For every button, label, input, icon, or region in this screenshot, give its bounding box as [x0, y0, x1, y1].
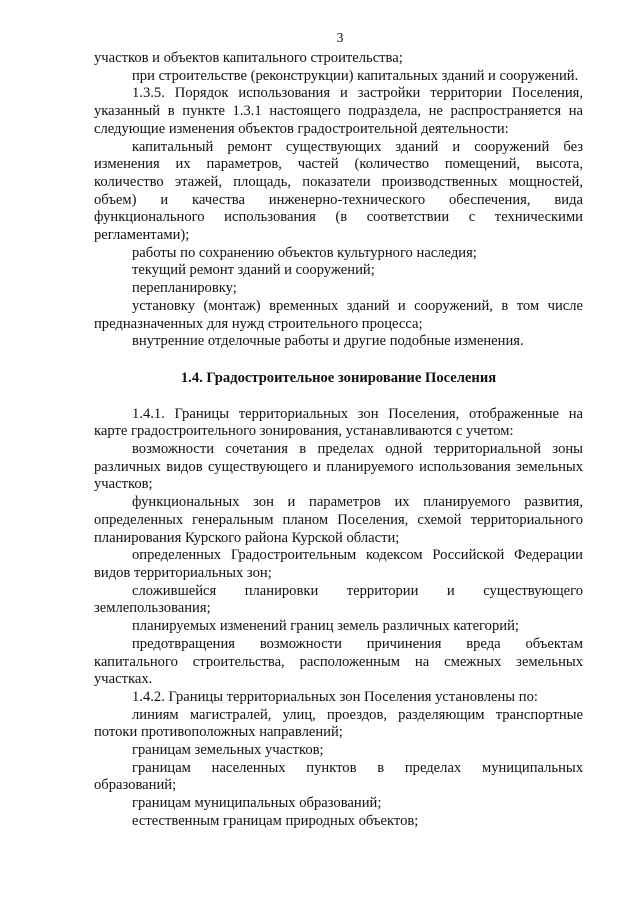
paragraph: внутренние отделочные работы и другие подобные изменения. [132, 333, 524, 350]
paragraph: сложившейся планировки территории и существующего землепользования; [94, 582, 583, 617]
paragraph: границам населенных пунктов в пределах муниципальных образований; [94, 759, 583, 794]
paragraph: при строительстве (реконструкции) капитальных зданий и сооружений. [132, 67, 579, 84]
document-body [94, 50, 583, 831]
section-heading: 1.4. Градостроительное зонирование Поселения [180, 369, 497, 386]
paragraph: текущий ремонт зданий и сооружений; [132, 262, 375, 279]
paragraph: капитальный ремонт существующих зданий и сооружений без изменения их параметров, частей (количество помещений, высота, количество этажей, площадь, показатели производственных мощностей, объем) и качества инженерно-технического обеспечения, вида функционального использования (в соответствии с техническими регламентами); [94, 138, 583, 244]
paragraph: естественным границам природных объектов; [132, 812, 419, 829]
paragraph: участков и объектов капитального строительства; [94, 50, 403, 66]
paragraph: установку (монтаж) временных зданий и сооружений, в том числе предназначенных для нужд строительного процесса; [94, 297, 583, 332]
paragraph: границам земельных участков; [132, 742, 324, 759]
paragraph-1-4-1: 1.4.1. Границы территориальных зон Поселения, отображенные на карте градостроительного зонирования, устанавливаются с учетом: [94, 405, 583, 440]
paragraph: работы по сохранению объектов культурного наследия; [132, 244, 477, 261]
paragraph: перепланировку; [132, 280, 237, 297]
paragraph-1-4-2: 1.4.2. Границы территориальных зон Поселения установлены по: [132, 688, 538, 705]
paragraph: границам муниципальных образований; [132, 795, 382, 812]
paragraph: линиям магистралей, улиц, проездов, разделяющим транспортные потоки противоположных направлений; [94, 706, 583, 741]
paragraph: определенных Градостроительным кодексом Российской Федерации видов территориальных зон; [94, 547, 583, 581]
paragraph: предотвращения возможности причинения вреда объектам капитального строительства, расположенным на смежных земельных участках. [94, 635, 583, 688]
paragraph: планируемых изменений границ земель различных категорий; [132, 618, 519, 635]
paragraph: возможности сочетания в пределах одной территориальной зоны различных видов существующего и планируемого использования земельных участков; [94, 441, 583, 493]
paragraph-1-3-5: 1.3.5. Порядок использования и застройки территории Поселения, указанный в пункте 1.3.1 настоящего подраздела, не распространяется на следующие изменения объектов градостроительной деятельности: [94, 85, 583, 137]
paragraph: функциональных зон и параметров их планируемого развития, определенных генеральным планом Поселения, схемой территориального планирования Курского района Курской области; [94, 494, 583, 546]
page-number: 3 [336, 31, 344, 46]
